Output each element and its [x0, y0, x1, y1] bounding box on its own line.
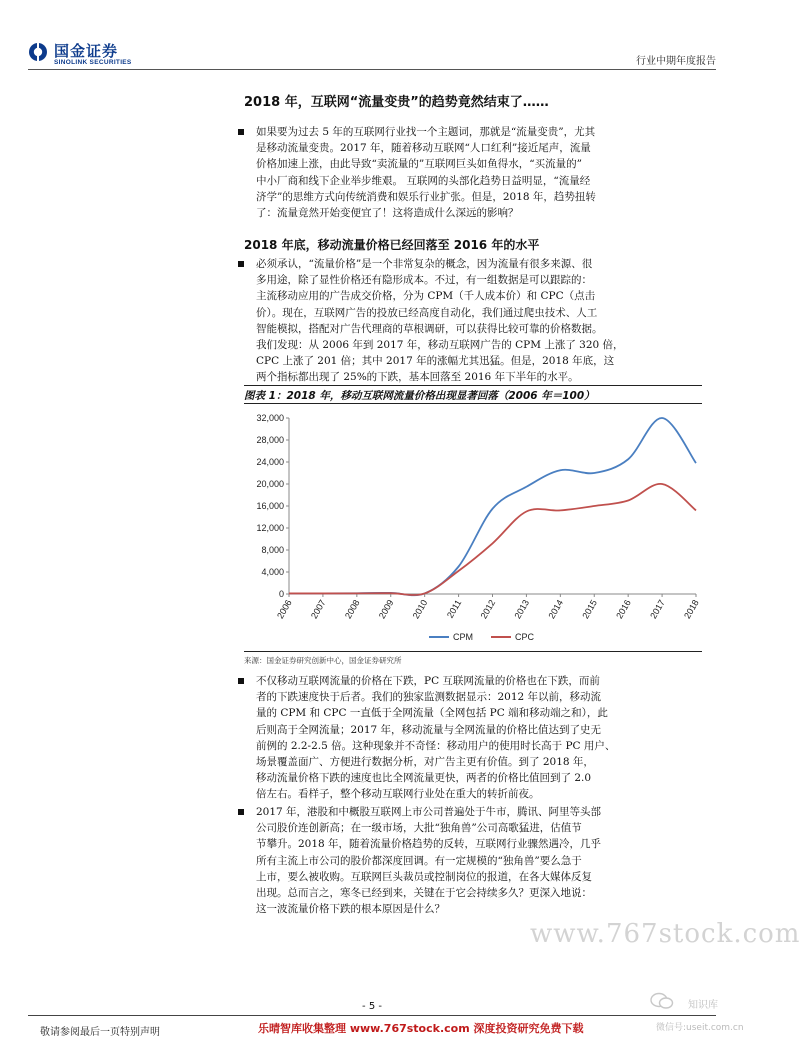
report-type-label: 行业中期年度报告 [636, 56, 716, 67]
figure-top-rule [244, 385, 702, 386]
footer-divider [28, 1015, 716, 1016]
x-tick-label: 2016 [614, 598, 633, 621]
x-tick-label: 2014 [546, 598, 566, 621]
y-tick-label: 12,000 [256, 523, 284, 533]
y-tick-label: 32,000 [256, 413, 284, 423]
x-tick-label: 2010 [410, 598, 430, 621]
x-tick-label: 2015 [580, 598, 599, 621]
paragraph-line: 多用途，除了显性价格还有隐形成本。不过，有一组数据是可以跟踪的： [256, 274, 592, 287]
x-tick-label: 2012 [478, 598, 498, 621]
paragraph-line: 场景覆盖面广、方便进行数据分析，对广告主更有价值。到了 2018 年， [256, 756, 594, 769]
y-tick-label: 8,000 [261, 545, 284, 555]
figure-title: 图表 1：2018 年，移动互联网流量价格出现显著回落（2006 年＝100） [244, 390, 595, 402]
paragraph-line: 公司股价连创新高；在一级市场，大批“独角兽”公司高歌猛进，估值节 [256, 822, 582, 835]
paragraph-3 [256, 673, 704, 803]
x-tick-label: 2017 [648, 598, 667, 621]
paragraph-line: 前例的 2.2-2.5 倍。这种现象并不奇怪：移动用户的使用时长高于 PC 用户、 [256, 739, 616, 752]
wechat-account-id: 微信号:useit.com.cn [656, 1023, 744, 1033]
logo-english-name: SINOLINK SECURITIES [54, 59, 132, 66]
x-tick-label: 2011 [444, 598, 464, 620]
figure-source: 来源：国金证券研究创新中心，国金证券研究所 [244, 656, 402, 665]
paragraph-line: 这一波流量价格下跌的根本原因是什么？ [256, 903, 445, 916]
paragraph-line: 移动流量价格下跌的速度也比全网流量更快，两者的价格比值回到了 2.0 [256, 772, 592, 785]
y-tick-label: 20,000 [256, 479, 284, 489]
page-number: - 5 - [362, 1001, 382, 1012]
paragraph-line: 2017 年，港股和中概股互联网上市公司普遍处于牛市，腾讯、阿里等头部 [256, 806, 602, 818]
paragraph-line: 节攀升。2018 年，随着流量价格趋势的反转，互联网行业骤然遇冷，几乎 [256, 838, 602, 851]
series-line-cpm [289, 418, 696, 595]
site-watermark: www.767stock.com [530, 919, 800, 949]
paragraph-line: 主流移动应用的广告成交价格，分为 CPM（千人成本价）和 CPC（点击 [256, 290, 596, 303]
paragraph-line: 量的 CPM 和 CPC 一直低于全网流量（全网包括 PC 端和移动端之和），此 [256, 707, 608, 720]
bullet-square-icon [238, 129, 244, 135]
paragraph-1 [256, 124, 704, 221]
paragraph-line: 价格加速上涨，由此导致“卖流量的”互联网巨头如鱼得水，“买流量的” [256, 158, 582, 171]
section-heading-2: 2018 年底，移动流量价格已经回落至 2016 年的水平 [244, 238, 540, 252]
paragraph-line: 上市，要么被收购。互联网巨头裁员或控制岗位的报道，在各大媒体反复 [256, 870, 592, 883]
paragraph-line: 倍左右。看样子，整个移动互联网行业处在重大的转折前夜。 [256, 788, 540, 801]
paragraph-line: 不仅移动互联网流量的价格在下跌，PC 互联网流量的价格也在下跌，而前 [256, 675, 600, 687]
x-tick-label: 2007 [308, 598, 328, 621]
download-banner[interactable]: 乐晴智库收集整理 www.767stock.com 深度投资研究免费下载 [258, 1022, 584, 1035]
line-chart [244, 408, 702, 648]
paragraph-line: 者的下跌速度快于后者。我们的独家监测数据显示：2012 年以前，移动流 [256, 691, 602, 704]
section-heading-1: 2018 年，互联网“流量变贵”的趋势竟然结束了…… [244, 95, 549, 110]
paragraph-line: 价）。现在，互联网广告的投放已经高度自动化，我们通过爬虫技术、人工 [256, 306, 598, 319]
y-tick-label: 0 [278, 589, 284, 599]
legend-label-cpm: CPM [453, 632, 473, 642]
logo-emblem-icon [28, 42, 48, 62]
y-tick-label: 24,000 [256, 457, 284, 467]
header-divider [28, 69, 716, 70]
paragraph-line: 中小厂商和线下企业举步维艰。 互联网的头部化趋势日益明显，“流量经 [256, 174, 591, 187]
paragraph-line: 必须承认，“流量价格”是一个非常复杂的概念，因为流量有很多来源、很 [256, 258, 593, 270]
paragraph-line: 了：流量竟然开始变便宜了！这将造成什么深远的影响？ [256, 207, 519, 220]
x-tick-label: 2018 [682, 598, 701, 621]
paragraph-line: 出现。总而言之，寒冬已经到来，关键在于它会持续多久？更深入地说： [256, 887, 592, 900]
paragraph-line: 两个指标都出现了 25%的下跌，基本回落至 2016 年下半年的水平。 [256, 371, 579, 384]
bullet-square-icon [238, 261, 244, 267]
series-line-cpc [289, 484, 696, 595]
paragraph-line: 后则高于全网流量；2017 年，移动流量与全网流量的价格比值达到了史无 [256, 723, 602, 736]
paragraph-4 [256, 804, 704, 917]
legend-label-cpc: CPC [515, 632, 535, 642]
x-tick-label: 2009 [376, 598, 396, 621]
bullet-square-icon [238, 678, 244, 684]
paragraph-line: 济学”的思维方式向传统消费和娱乐行业扩张。但是，2018 年，趋势扭转 [256, 190, 596, 203]
wechat-account-name: 知识库 [688, 1000, 718, 1011]
figure-bottom-rule [244, 651, 702, 652]
y-tick-label: 4,000 [261, 567, 284, 577]
paragraph-line: 是移动流量变贵。2017 年，随着移动互联网“人口红利”接近尾声，流量 [256, 142, 591, 155]
paragraph-line: CPC 上涨了 201 倍；其中 2017 年的涨幅尤其迅猛。但是，2018 年底，这 [256, 355, 615, 368]
paragraph-line: 智能模拟，搭配对广告代理商的草根调研，可以获得比较可靠的价格数据。 [256, 322, 603, 335]
x-tick-label: 2008 [342, 598, 362, 621]
paragraph-line: 我们发现：从 2006 年到 2017 年，移动互联网广告的 CPM 上涨了 320 倍， [256, 339, 624, 352]
y-tick-label: 16,000 [256, 501, 284, 511]
x-tick-label: 2013 [512, 598, 532, 621]
x-tick-label: 2006 [275, 598, 294, 621]
figure-title-rule [244, 403, 702, 404]
bullet-square-icon [238, 809, 244, 815]
y-tick-label: 28,000 [256, 435, 284, 445]
company-logo [28, 40, 146, 68]
logo-chinese-name: 国金证券 [54, 42, 119, 60]
paragraph-line: 如果要为过去 5 年的互联网行业找一个主题词，那就是“流量变贵”，尤其 [256, 126, 596, 138]
footer-disclaimer: 敬请参阅最后一页特别声明 [40, 1027, 160, 1038]
paragraph-line: 所有主流上市公司的股价都深度回调。有一定规模的“独角兽”要么急于 [256, 854, 582, 867]
paragraph-2 [256, 256, 704, 386]
